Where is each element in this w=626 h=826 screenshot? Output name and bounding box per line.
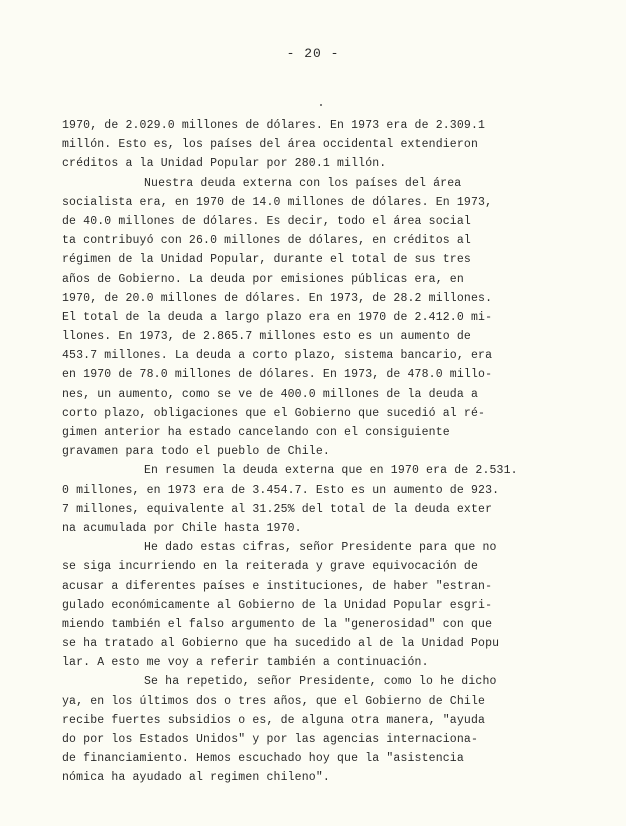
text-line: 7 millones, equivalente al 31.25% del total de la deuda exter xyxy=(62,502,493,516)
text-line: na acumulada por Chile hasta 1970. xyxy=(62,521,302,535)
text-line: ya, en los últimos dos o tres años, que el Gobierno de Chile xyxy=(62,694,486,708)
text-line: Se ha repetido, señor Presidente, como lo he dicho xyxy=(144,675,497,689)
text-line: de 40.0 millones de dólares. Es decir, todo el área social xyxy=(62,214,471,228)
text-line: ta contribuyó con 26.0 millones de dólares, en créditos al xyxy=(62,234,471,248)
text-line: He dado estas cifras, señor Presidente para que no xyxy=(144,541,497,555)
text-line: en 1970 de 78.0 millones de dólares. En 1973, de 478.0 millo- xyxy=(62,368,493,382)
text-line: lar. A esto me voy a referir también a continuación. xyxy=(62,656,429,670)
text-line: 1970, de 20.0 millones de dólares. En 1973, de 28.2 millones. xyxy=(62,291,493,305)
text-line: do por los Estados Unidos" y por las agencias internaciona- xyxy=(62,733,479,746)
text-line: régimen de la Unidad Popular, durante el total de sus tres xyxy=(62,253,471,267)
text-line: acusar a diferentes países e instituciones, de haber "estran- xyxy=(62,579,493,593)
text-line: corto plazo, obligaciones que el Gobierno que sucedió al ré- xyxy=(62,406,486,420)
text-line: El total de la deuda a largo plazo era en 1970 de 2.412.0 mi- xyxy=(62,310,493,324)
page-number: - 20 - xyxy=(286,46,340,61)
text-line: años de Gobierno. La deuda por emisiones públicas era, en xyxy=(62,272,464,286)
text-line: se ha tratado al Gobierno que ha sucedido al de la Unidad Popu xyxy=(62,637,500,651)
text-line: créditos a la Unidad Popular por 280.1 millón. xyxy=(62,157,387,171)
ink-speck xyxy=(320,104,322,106)
text-line: 453.7 millones. La deuda a corto plazo, sistema bancario, era xyxy=(62,349,493,363)
text-line: de financiamiento. Hemos escuchado hoy que la "asistencia xyxy=(62,752,464,766)
text-line: recibe fuertes subsidios o es, de alguna otra manera, "ayuda xyxy=(62,713,486,727)
text-line: En resumen la deuda externa que en 1970 era de 2.531. xyxy=(144,464,518,478)
text-line: se siga incurriendo en la reiterada y grave equivocación de xyxy=(62,560,479,574)
text-line: millón. Esto es, los países del área occidental extendieron xyxy=(62,138,479,152)
text-line: socialista era, en 1970 de 14.0 millones de dólares. En 1973, xyxy=(62,195,493,209)
text-line: miendo también el falso argumento de la "generosidad" con que xyxy=(62,617,493,631)
text-line: gimen anterior ha estado cancelando con el consiguiente xyxy=(62,426,450,439)
text-line: Nuestra deuda externa con los países del área xyxy=(144,176,462,190)
text-line: 1970, de 2.029.0 millones de dólares. En 1973 era de 2.309.1 xyxy=(62,119,486,132)
body-text xyxy=(62,116,532,788)
text-line: nómica ha ayudado al regimen chileno". xyxy=(62,771,330,785)
text-line: nes, un aumento, como se ve de 400.0 millones de la deuda a xyxy=(62,387,479,401)
text-line: 0 millones, en 1973 era de 3.454.7. Esto es un aumento de 923. xyxy=(62,483,500,497)
text-line: gravamen para todo el pueblo de Chile. xyxy=(62,445,330,459)
text-line: llones. En 1973, de 2.865.7 millones esto es un aumento de xyxy=(62,330,471,344)
text-line: gulado económicamente al Gobierno de la Unidad Popular esgri- xyxy=(62,598,493,612)
